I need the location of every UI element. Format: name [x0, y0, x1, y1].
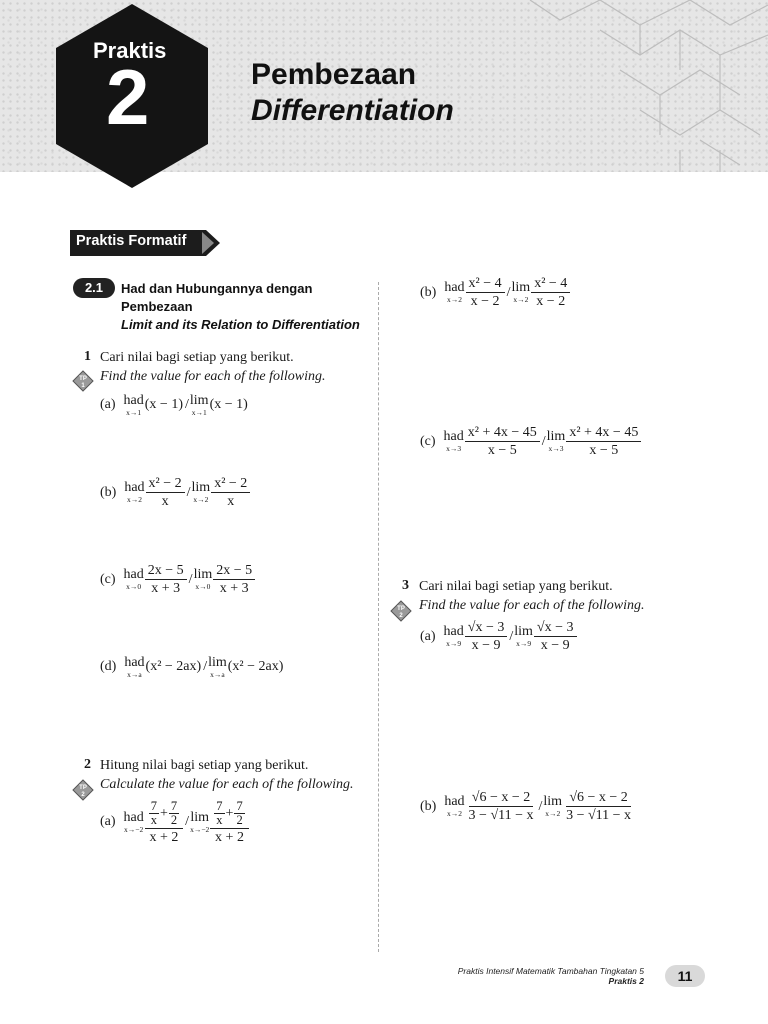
slash: / — [506, 284, 511, 300]
slash: / — [203, 659, 208, 675]
q2a-label: (a) — [100, 814, 116, 829]
had-operator: had x→a — [124, 655, 145, 679]
q1d-expr-2: (x² − 2ax) — [227, 659, 284, 675]
had-operator: had x→9 — [443, 624, 464, 649]
had-operator: had x→1 — [123, 393, 144, 417]
column-divider — [378, 282, 379, 952]
slash: / — [509, 628, 514, 644]
q1-text — [100, 348, 326, 386]
chapter-word: Praktis — [93, 38, 167, 63]
q1b-fraction-2: $\frac{\text{x² − 2}}{x}$ — [211, 476, 250, 509]
q1-text-en: Find the value for each of the following. — [100, 369, 326, 384]
q1-number: 1 — [84, 349, 91, 364]
q1e-fraction: $\frac{\text{x² − 4}}{x - 2}$ — [466, 276, 505, 309]
slash: / — [185, 397, 189, 413]
chapter-number: 2 — [106, 53, 150, 141]
page-title-ms: Pembezaan — [251, 58, 417, 91]
tp-level: 1 — [81, 383, 85, 389]
lim-operator: lim x→a — [208, 655, 227, 679]
q2a-fraction-2: $\frac{7}{x}$ + $\frac{7}{2}$ x + 2 — [210, 799, 248, 845]
tp-text: TP — [79, 376, 87, 382]
tp-text: TP — [397, 606, 405, 612]
q1c — [100, 563, 256, 596]
had-operator: had x→0 — [123, 567, 144, 592]
q3b-fraction: $\frac{√6 - x - 2}{3 - √11 - x}$ — [468, 790, 534, 823]
q3-text-ms: Cari nilai bagi setiap yang berikut. — [419, 579, 613, 594]
q1f-label: (c) — [420, 433, 436, 449]
footer-book-title: Praktis Intensif Matematik Tambahan Tingkatan 5 — [457, 966, 644, 976]
tp-level: 2 — [81, 792, 85, 798]
had-operator: had x→3 — [443, 429, 464, 454]
q3a-label: (a) — [420, 628, 436, 644]
q3b — [420, 790, 635, 823]
q3-text — [419, 577, 645, 615]
q1-text-ms: Cari nilai bagi setiap yang berikut. — [100, 350, 294, 365]
slash: / — [538, 798, 543, 814]
q2-text-ms: Hitung nilai bagi setiap yang berikut. — [100, 758, 309, 773]
lim-operator: lim x→9 — [514, 624, 533, 649]
had-operator: had x→2 — [444, 280, 465, 305]
q1e-fraction-2: $\frac{\text{x² − 4}}{x - 2}$ — [531, 276, 570, 309]
q3-number: 3 — [402, 578, 409, 593]
page-title-en: Differentiation — [251, 94, 454, 127]
q3b-fraction-2: $\frac{√6 - x - 2}{3 - √11 - x}$ — [566, 790, 632, 823]
q1b-fraction: $\frac{\text{x² − 2}}{x}$ — [146, 476, 185, 509]
slash: / — [186, 484, 191, 500]
q1a — [100, 394, 249, 417]
had-operator: had x→2 — [124, 480, 145, 505]
q1a-label: (a) — [100, 397, 116, 413]
q1c-label: (c) — [100, 571, 116, 587]
footer-chapter: Praktis 2 — [608, 976, 644, 986]
q1d-label: (d) — [100, 659, 117, 675]
q3a-fraction: $\frac{√x - 3}{x - 9}$ — [465, 620, 508, 653]
page-number: 11 — [665, 965, 705, 987]
lim-operator: lim x→2 — [543, 794, 563, 819]
section-title-ms: Had dan Hubungannya dengan Pembezaan — [121, 281, 313, 314]
q2-text — [100, 756, 354, 794]
q3b-label: (b) — [420, 798, 437, 814]
q2a — [100, 799, 250, 845]
lim-operator: lim x→−2 — [190, 809, 210, 834]
tp-level: 2 — [399, 613, 403, 619]
slash: / — [185, 814, 190, 829]
q1e — [420, 276, 571, 309]
q2-number: 2 — [84, 757, 91, 772]
q1f-fraction-2: $\frac{\text{x² + 4x − 45}}{x - 5}$ — [566, 425, 641, 458]
q3-text-en: Find the value for each of the following. — [419, 598, 645, 613]
q1b — [100, 476, 251, 509]
lim-operator: lim x→2 — [191, 480, 211, 505]
lim-operator: lim x→3 — [546, 429, 566, 454]
had-operator: had x→−2 — [123, 809, 144, 834]
q1f — [420, 425, 642, 458]
q2-text-en: Calculate the value for each of the following. — [100, 777, 354, 792]
lim-operator: lim x→1 — [189, 393, 209, 417]
q1a-expr: (x − 1) — [144, 397, 183, 413]
q1e-label: (b) — [420, 284, 437, 300]
tp-badge-icon — [72, 779, 94, 801]
had-operator: had x→2 — [444, 794, 465, 819]
section-title-en: Limit and its Relation to Differentiation — [121, 317, 360, 332]
section-number-badge: 2.1 — [73, 278, 115, 298]
q2a-fraction: $\frac{7}{x}$ + $\frac{7}{2}$ x + 2 — [145, 799, 183, 845]
ribbon-label: Praktis Formatif — [76, 233, 187, 249]
q3a-fraction-2: $\frac{√x - 3}{x - 9}$ — [534, 620, 577, 653]
q1f-fraction: $\frac{\text{x² + 4x − 45}}{x - 5}$ — [465, 425, 540, 458]
tp-badge-icon — [72, 370, 94, 392]
q1c-fraction: $\frac{2x - 5}{x + 3}$ — [145, 563, 187, 596]
q1a-expr-2: (x − 1) — [209, 397, 248, 413]
slash: / — [188, 571, 193, 587]
q1c-fraction-2: $\frac{2x - 5}{x + 3}$ — [213, 563, 255, 596]
slash: / — [541, 433, 546, 449]
q1b-label: (b) — [100, 484, 117, 500]
section-title — [121, 280, 371, 334]
tp-badge-icon — [390, 600, 412, 622]
tp-text: TP — [79, 785, 87, 791]
q1d — [100, 656, 284, 679]
lim-operator: lim x→2 — [511, 280, 531, 305]
q1d-expr: (x² − 2ax) — [145, 659, 202, 675]
lim-operator: lim x→0 — [193, 567, 213, 592]
q3a — [420, 620, 578, 653]
